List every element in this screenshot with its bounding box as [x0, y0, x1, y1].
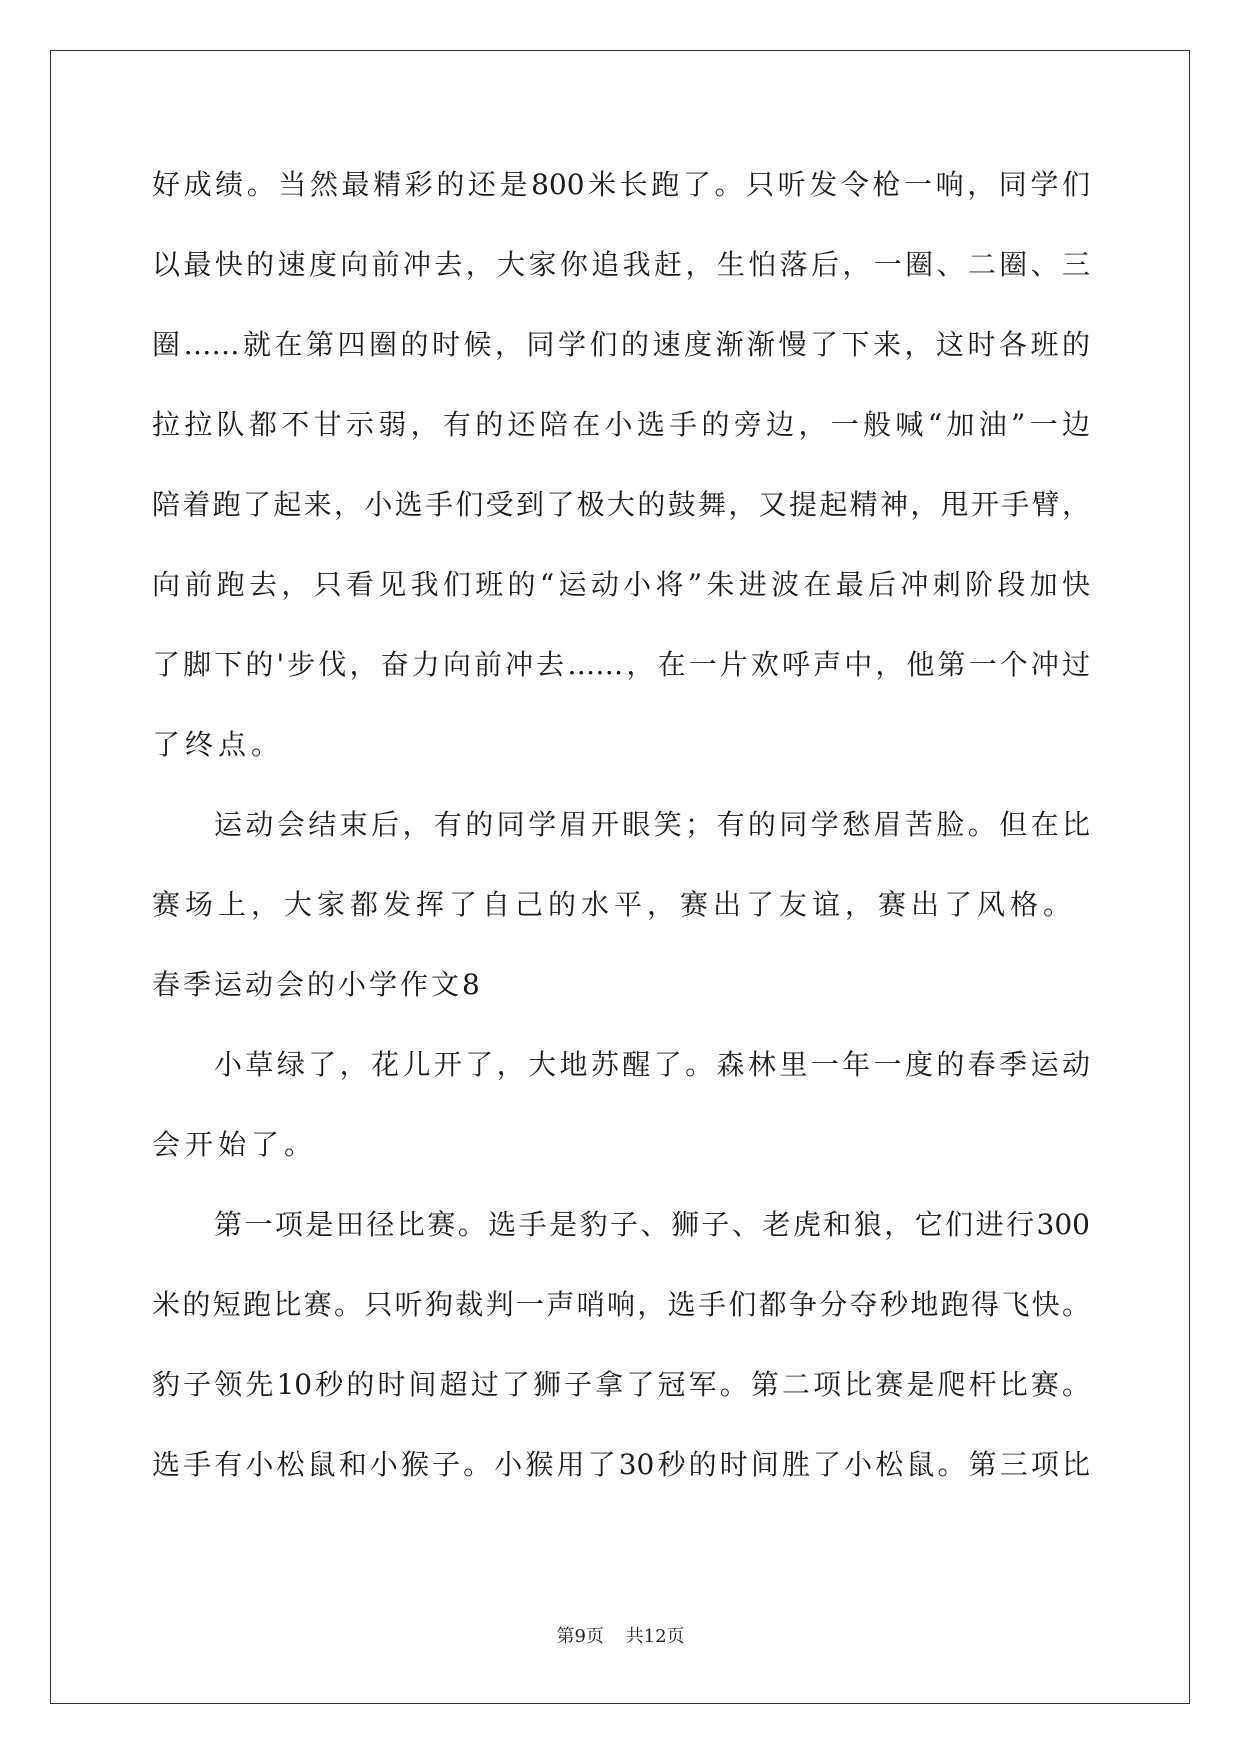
text-line: 小草绿了，花儿开了，大地苏醒了。森林里一年一度的春季运动 [214, 1048, 1090, 1081]
text-line: 了脚下的'步伐，奋力向前冲去……，在一片欢呼声中，他第一个冲过 [152, 648, 1090, 681]
text-line: 会开始了。 [152, 1128, 318, 1161]
text-line: 运动会结束后，有的同学眉开眼笑；有的同学愁眉苦脸。但在比 [214, 808, 1090, 841]
text-line: 向前跑去，只看见我们班的“运动小将”朱进波在最后冲刺阶段加快 [152, 568, 1090, 601]
document-body [152, 160, 1090, 1520]
text-line: 圈……就在第四圈的时候，同学们的速度渐渐慢了下来，这时各班的 [152, 328, 1090, 361]
page-number: 第9页 [556, 1626, 604, 1647]
page-total: 共12页 [625, 1626, 685, 1647]
text-line: 选手有小松鼠和小猴子。小猴用了30秒的时间胜了小松鼠。第三项比 [152, 1448, 1090, 1481]
text-line: 好成绩。当然最精彩的还是800米长跑了。只听发令枪一响，同学们 [152, 168, 1090, 201]
text-line: 第一项是田径比赛。选手是豹子、狮子、老虎和狼，它们进行300 [214, 1208, 1090, 1241]
text-line: 拉拉队都不甘示弱，有的还陪在小选手的旁边，一般喊“加油”一边 [152, 408, 1090, 441]
text-line: 米的短跑比赛。只听狗裁判一声哨响，选手们都争分夺秒地跑得飞快。 [152, 1288, 1090, 1321]
section-heading: 春季运动会的小学作文8 [152, 968, 483, 1001]
page-footer [0, 1622, 1241, 1648]
text-line: 陪着跑了起来，小选手们受到了极大的鼓舞，又提起精神，甩开手臂， [152, 488, 1090, 521]
text-line: 豹子领先10秒的时间超过了狮子拿了冠军。第二项比赛是爬杆比赛。 [152, 1368, 1090, 1401]
text-line: 赛场上，大家都发挥了自己的水平，赛出了友谊，赛出了风格。 [152, 888, 1077, 921]
text-line: 了终点。 [152, 728, 285, 761]
text-line: 以最快的速度向前冲去，大家你追我赶，生怕落后，一圈、二圈、三 [152, 248, 1090, 281]
